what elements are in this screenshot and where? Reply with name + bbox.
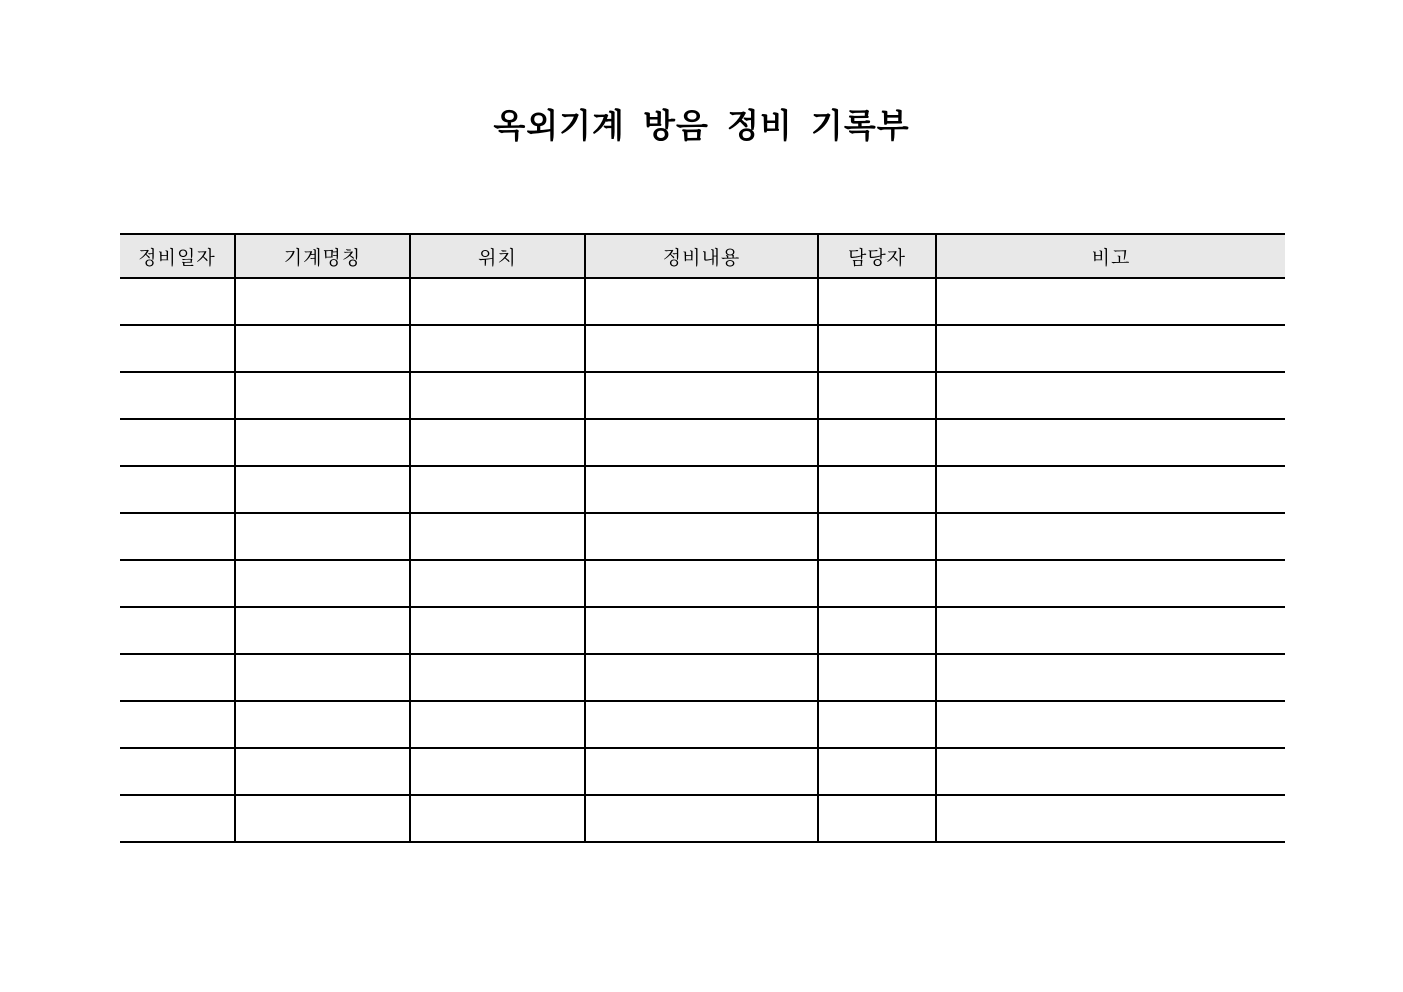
table-cell-remarks: [936, 513, 1285, 560]
table-row: [120, 325, 1285, 372]
table-cell-remarks: [936, 607, 1285, 654]
table-cell-remarks: [936, 560, 1285, 607]
table-cell-machine-name: [235, 795, 410, 842]
table-row: [120, 560, 1285, 607]
table-cell-machine-name: [235, 560, 410, 607]
maintenance-log-table: [120, 233, 1285, 843]
table-cell-maintenance-date: [120, 513, 235, 560]
table-cell-remarks: [936, 372, 1285, 419]
table-cell-location: [410, 325, 585, 372]
table-cell-remarks: [936, 466, 1285, 513]
table-cell-machine-name: [235, 701, 410, 748]
table-row: [120, 513, 1285, 560]
table-row: [120, 372, 1285, 419]
table-cell-maintenance-details: [585, 372, 818, 419]
table-cell-maintenance-date: [120, 748, 235, 795]
table-cell-person-in-charge: [818, 701, 936, 748]
table-cell-maintenance-details: [585, 560, 818, 607]
table-cell-location: [410, 419, 585, 466]
table-cell-machine-name: [235, 278, 410, 325]
table-cell-location: [410, 654, 585, 701]
table-cell-machine-name: [235, 372, 410, 419]
table-cell-remarks: [936, 654, 1285, 701]
table-cell-person-in-charge: [818, 466, 936, 513]
table-cell-remarks: [936, 701, 1285, 748]
table-cell-machine-name: [235, 607, 410, 654]
table-cell-person-in-charge: [818, 795, 936, 842]
column-header-person-in-charge: 담당자: [818, 234, 936, 278]
table-cell-maintenance-date: [120, 654, 235, 701]
table-cell-maintenance-details: [585, 466, 818, 513]
table-row: [120, 795, 1285, 842]
table-cell-person-in-charge: [818, 654, 936, 701]
table-cell-remarks: [936, 278, 1285, 325]
table-cell-maintenance-details: [585, 325, 818, 372]
table-cell-location: [410, 607, 585, 654]
table-cell-person-in-charge: [818, 278, 936, 325]
table-row: [120, 419, 1285, 466]
table-cell-maintenance-details: [585, 278, 818, 325]
table-cell-machine-name: [235, 325, 410, 372]
table-cell-person-in-charge: [818, 748, 936, 795]
table-cell-maintenance-details: [585, 513, 818, 560]
table-cell-remarks: [936, 748, 1285, 795]
table-cell-maintenance-details: [585, 607, 818, 654]
table-cell-location: [410, 372, 585, 419]
table-cell-location: [410, 701, 585, 748]
table-cell-maintenance-date: [120, 466, 235, 513]
table-cell-remarks: [936, 325, 1285, 372]
table-cell-person-in-charge: [818, 560, 936, 607]
table-cell-person-in-charge: [818, 419, 936, 466]
table-cell-maintenance-details: [585, 701, 818, 748]
table-cell-machine-name: [235, 513, 410, 560]
table-cell-location: [410, 513, 585, 560]
table-cell-location: [410, 795, 585, 842]
table-cell-location: [410, 748, 585, 795]
table-cell-machine-name: [235, 748, 410, 795]
table-cell-maintenance-details: [585, 748, 818, 795]
table-row: [120, 466, 1285, 513]
table-header-row: [120, 234, 1285, 278]
column-header-remarks: 비고: [936, 234, 1285, 278]
table-row: [120, 748, 1285, 795]
column-header-location: 위치: [410, 234, 585, 278]
table-cell-maintenance-date: [120, 607, 235, 654]
column-header-maintenance-details: 정비내용: [585, 234, 818, 278]
table-cell-person-in-charge: [818, 372, 936, 419]
table-cell-remarks: [936, 419, 1285, 466]
table-cell-maintenance-details: [585, 795, 818, 842]
table-cell-person-in-charge: [818, 325, 936, 372]
table-cell-maintenance-date: [120, 419, 235, 466]
table-cell-person-in-charge: [818, 607, 936, 654]
table-cell-machine-name: [235, 419, 410, 466]
column-header-machine-name: 기계명칭: [235, 234, 410, 278]
table-cell-maintenance-date: [120, 560, 235, 607]
table-cell-remarks: [936, 795, 1285, 842]
table-cell-maintenance-details: [585, 654, 818, 701]
table-cell-maintenance-date: [120, 795, 235, 842]
table-cell-maintenance-date: [120, 278, 235, 325]
table-cell-maintenance-date: [120, 325, 235, 372]
table-cell-location: [410, 560, 585, 607]
page-title: 옥외기계 방음 정비 기록부: [493, 107, 910, 144]
table-row: [120, 607, 1285, 654]
table-cell-maintenance-date: [120, 372, 235, 419]
table-row: [120, 278, 1285, 325]
table-cell-location: [410, 278, 585, 325]
table-cell-machine-name: [235, 654, 410, 701]
table-cell-location: [410, 466, 585, 513]
table-row: [120, 654, 1285, 701]
table-cell-machine-name: [235, 466, 410, 513]
table-row: [120, 701, 1285, 748]
column-header-maintenance-date: 정비일자: [120, 234, 235, 278]
table-cell-person-in-charge: [818, 513, 936, 560]
table-cell-maintenance-details: [585, 419, 818, 466]
table-cell-maintenance-date: [120, 701, 235, 748]
